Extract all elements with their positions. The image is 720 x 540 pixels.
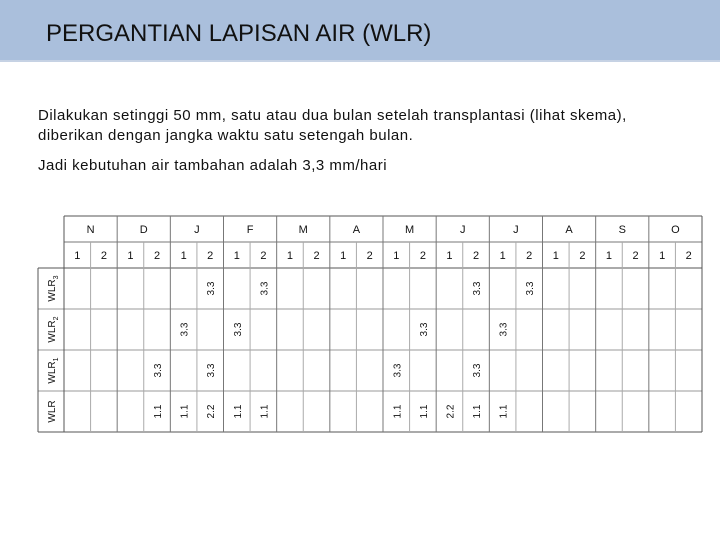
month-label: N — [86, 224, 95, 236]
month-label: M — [298, 224, 308, 236]
row-label: WLR — [47, 400, 58, 423]
cell-value: 1.1 — [472, 404, 484, 419]
half-label: 2 — [207, 250, 214, 262]
cell-value: 3.3 — [392, 363, 404, 378]
cell-value: 3.3 — [179, 322, 191, 337]
cell-value: 1.1 — [232, 404, 244, 419]
half-label: 1 — [286, 250, 294, 262]
half-label: 2 — [366, 250, 373, 262]
half-label: 1 — [74, 250, 81, 262]
month-label: A — [565, 224, 573, 236]
cell-value: 2.2 — [445, 404, 457, 419]
slide-title: PERGANTIAN LAPISAN AIR (WLR) — [46, 20, 432, 47]
half-label: 1 — [605, 250, 613, 262]
half-label: 1 — [393, 250, 400, 262]
month-label: J — [460, 224, 466, 236]
cell-value: 1.1 — [179, 404, 191, 419]
half-label: 1 — [340, 250, 347, 262]
half-label: 1 — [127, 250, 134, 262]
cell-value: 3.3 — [472, 363, 484, 378]
half-label: 2 — [526, 250, 533, 262]
month-label: O — [671, 224, 680, 236]
row-label: $WLR_3$ — [47, 275, 60, 302]
month-label: J — [194, 224, 200, 236]
cell-value: 3.3 — [206, 281, 218, 296]
half-label: 1 — [180, 250, 187, 262]
month-label: D — [139, 224, 148, 236]
month-label: A — [352, 224, 361, 236]
cell-value: 3.3 — [418, 322, 430, 337]
month-label: S — [618, 224, 626, 236]
cell-value: 3.3 — [153, 363, 165, 378]
cell-value: 1.1 — [392, 404, 404, 419]
cell-value: 2.2 — [206, 404, 218, 419]
water-requirement-paragraph: Jadi kebutuhan air tambahan adalah 3,3 mm/hari — [38, 157, 388, 174]
month-label: J — [513, 224, 519, 236]
cell-value: 3.3 — [259, 281, 271, 296]
half-label: 2 — [100, 250, 107, 262]
half-label: 2 — [313, 250, 320, 262]
cell-value: 3.3 — [525, 281, 537, 296]
cell-value: 1.1 — [498, 404, 510, 419]
month-label: M — [404, 224, 415, 236]
half-label: 2 — [685, 250, 692, 262]
half-label: 2 — [632, 250, 639, 262]
cell-value: 3.3 — [472, 281, 484, 296]
cell-value: 3.3 — [206, 363, 218, 378]
cell-value: 1.1 — [418, 404, 430, 419]
half-label: 1 — [659, 250, 666, 262]
half-label: 1 — [446, 250, 453, 262]
half-label: 2 — [472, 250, 480, 262]
cell-value: 3.3 — [232, 322, 244, 337]
row-label: $WLR_1$ — [47, 357, 60, 384]
half-label: 1 — [233, 250, 240, 262]
month-label: F — [246, 224, 254, 236]
description-paragraph: Dilakukan setinggi 50 mm, satu atau dua bulan setelah transplantasi (lihat skema), diberikan dengan jangka waktu satu setengah bulan. — [38, 107, 627, 144]
half-label: 2 — [260, 250, 267, 262]
cell-value: 3.3 — [498, 322, 510, 337]
cell-value: 1.1 — [259, 404, 271, 419]
half-label: 2 — [579, 250, 586, 262]
half-label: 2 — [419, 250, 426, 262]
row-label: $WLR_2$ — [47, 316, 60, 343]
half-label: 1 — [552, 250, 559, 262]
half-label: 1 — [499, 250, 506, 262]
half-label: 2 — [153, 250, 161, 262]
cell-value: 1.1 — [153, 404, 165, 419]
